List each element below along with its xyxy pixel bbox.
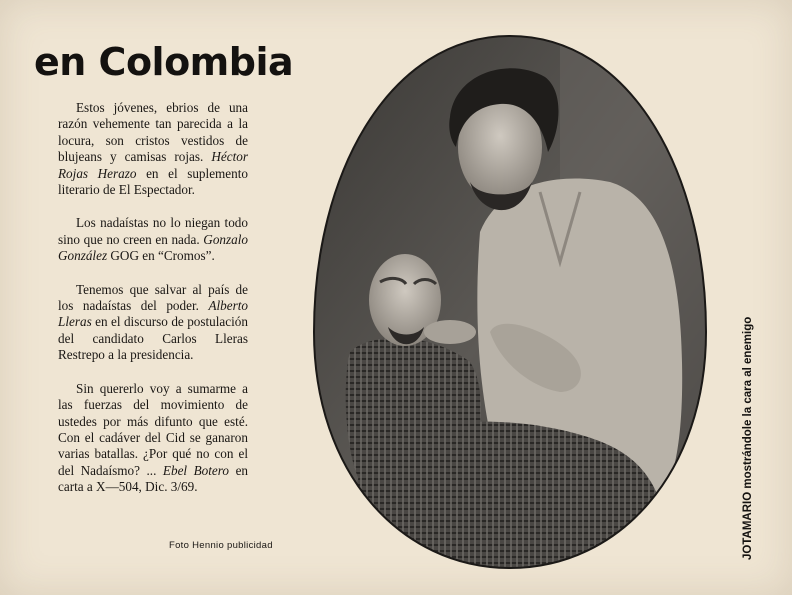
quote-source: GOG en “Cromos”. — [110, 248, 215, 264]
quote-text: Estos jóvenes, ebrios de una razón vehemente tan parecida a la locura, son cristos vestidos de blujeans y camisas rojas. — [58, 100, 248, 165]
quote-source: en carta a X—504, Dic. 3/69. — [58, 462, 249, 495]
quote-author: Héctor Rojas Herazo — [58, 149, 249, 181]
quote-paragraph-1 — [58, 100, 248, 198]
quote-author: Gonzalo González — [58, 231, 248, 264]
body-column — [58, 100, 248, 513]
quote-author: Ebel Botero — [162, 462, 230, 478]
photo-content — [310, 32, 710, 572]
quote-text: Tenemos que salvar al país de los nadaístas del poder. — [58, 281, 248, 314]
quote-text: Sin quererlo voy a sumarme a las fuerzas del movimiento de ustedes por más difunto que esté. Con el cadáver del Cid se ganaron varias batallas. ¿Por qué no con el del Nadaísmo? ... — [58, 380, 248, 478]
photo-caption: JOTAMARIO mostrándole la cara al enemigo — [742, 316, 754, 560]
quote-text: Los nadaístas no lo niegan todo sino que no creen en nada. — [58, 215, 248, 247]
photo-credit: Foto Hennio publicidad — [169, 540, 273, 551]
quote-paragraph-4 — [58, 381, 248, 496]
quote-source: en el suplemento literario de El Espectador. — [58, 165, 249, 198]
quote-paragraph-2 — [58, 215, 248, 264]
quote-author: Alberto Lleras — [58, 298, 248, 330]
quote-paragraph-3 — [58, 282, 248, 364]
oval-portrait-photo — [310, 32, 710, 572]
headline: en Colombia — [34, 40, 294, 84]
quote-source: en el discurso de postulación del candidato Carlos Lleras Restrepo a la presidencia. — [58, 314, 248, 363]
